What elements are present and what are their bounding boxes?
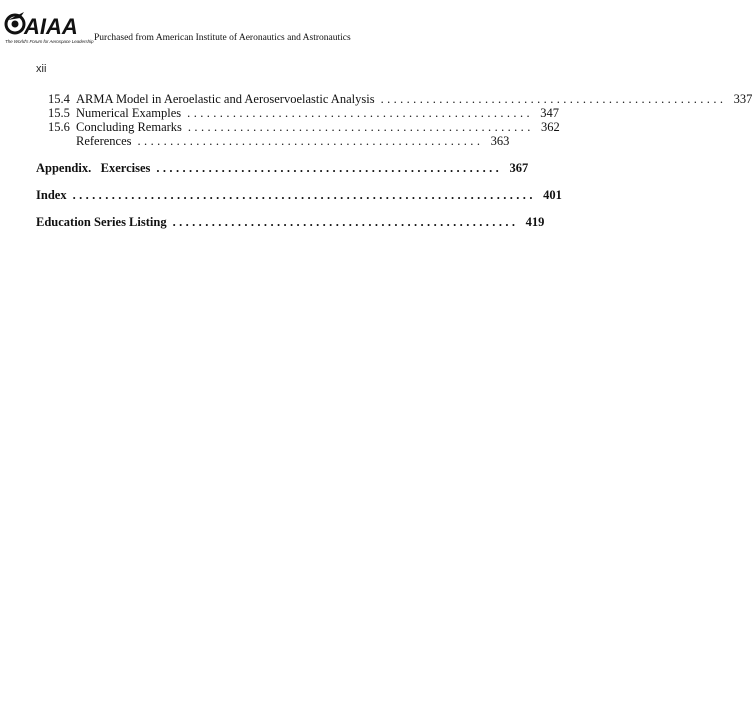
- table-of-contents: [36, 92, 752, 229]
- section-title: Concluding Remarks: [76, 120, 182, 134]
- spacer: [36, 202, 440, 215]
- svg-text:AIAA: AIAA: [24, 14, 78, 39]
- dot-leader: .....................................................: [380, 92, 727, 106]
- section-number: 15.5: [48, 106, 70, 120]
- chapter-title: Education Series Listing: [36, 215, 167, 229]
- dot-leader: .....................................................: [187, 120, 534, 134]
- toc-entry[interactable]: [36, 215, 545, 229]
- toc-entry[interactable]: [36, 92, 752, 106]
- page-ref: 401: [543, 188, 562, 202]
- page-ref: 419: [525, 215, 545, 229]
- aiaa-logo-icon: [4, 8, 100, 38]
- page-ref: 363: [490, 134, 510, 148]
- chapter-title: Index: [36, 188, 67, 202]
- dot-leader: .....................................................: [156, 161, 503, 175]
- logo-tagline: The World's Forum for Aerospace Leadership: [5, 39, 94, 44]
- toc-entry[interactable]: [36, 188, 562, 202]
- page-ref: 362: [540, 120, 560, 134]
- aiaa-logo: [4, 8, 100, 38]
- toc-entry[interactable]: [36, 134, 510, 148]
- dot-leader: .....................................................: [187, 106, 533, 120]
- purchase-notice: Purchased from American Institute of Aeronautics and Astronautics: [94, 33, 351, 43]
- page-header: [4, 8, 474, 48]
- toc-entry[interactable]: [36, 161, 529, 175]
- section-number: 15.4: [48, 92, 70, 106]
- page-ref: 367: [509, 161, 529, 175]
- toc-entry[interactable]: [36, 120, 560, 134]
- dot-leader: .....................................................: [172, 215, 519, 229]
- page-ref: 337: [733, 92, 752, 106]
- section-number: 15.6: [48, 120, 70, 134]
- page-ref: 347: [540, 106, 559, 120]
- page-number: xii: [36, 63, 47, 75]
- section-title: Numerical Examples: [76, 106, 182, 120]
- spacer: [36, 148, 440, 161]
- dot-leader: .....................................................: [137, 134, 484, 148]
- section-title: References: [76, 134, 132, 148]
- spacer: [36, 175, 440, 188]
- chapter-title: Appendix. Exercises: [36, 161, 151, 175]
- toc-entry[interactable]: [36, 106, 559, 120]
- dot-leader: .......................................................................: [72, 188, 536, 202]
- section-title: ARMA Model in Aeroelastic and Aeroservoelastic Analysis: [76, 92, 375, 106]
